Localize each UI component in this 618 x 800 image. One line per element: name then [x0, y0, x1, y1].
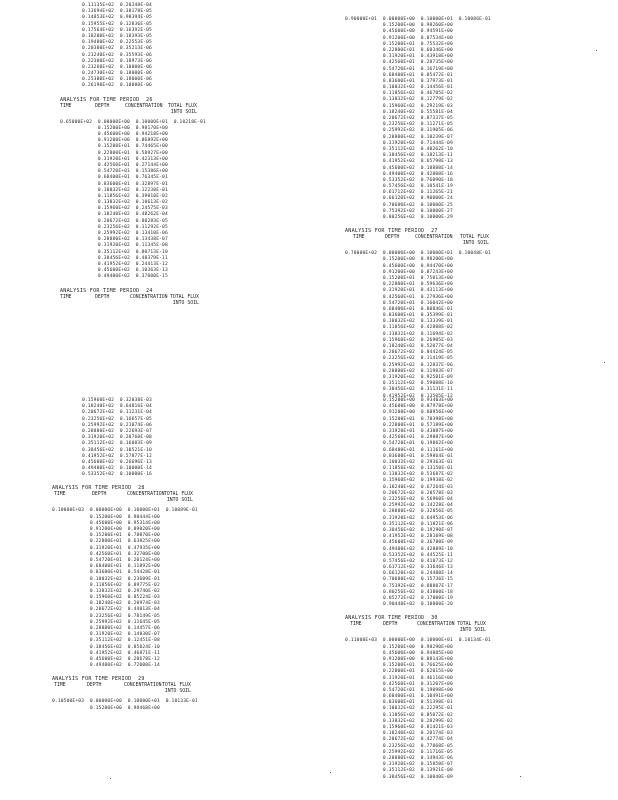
table-row: 0.45600E+00 0.87978E+00	[383, 404, 453, 410]
table-row: 0.80256E+02 0.10000E-29	[345, 215, 453, 220]
table-row: 0.68400E+01 0.76345E-01	[60, 175, 168, 181]
table-row: 0.25992E+02 0.11645E-05	[52, 619, 160, 625]
table-row: 0.35112E+02 0.40262E-10	[345, 146, 453, 152]
concentration-header: CONCENTRATION	[127, 492, 165, 498]
table-row: 0.54720E+01 0.15386E+00	[60, 169, 168, 175]
table-row: 0.20300E+02 0.35213E-06	[82, 46, 152, 52]
table-row: 0.31920E+01 0.43113E+00	[345, 288, 453, 294]
table-row: 0.38456E+02 0.85024E-10	[52, 644, 160, 650]
table-row: 0.18240E+02 0.52077E-04	[345, 344, 453, 349]
table-row: 0.35112E+02 0.59088E-10	[345, 381, 453, 387]
table-row: 0.31920E+01 0.42313E+00	[60, 156, 168, 162]
concentration-header: CONCENTRATION	[415, 235, 453, 241]
data-rows-27	[345, 251, 595, 400]
column-headers-27	[345, 235, 595, 251]
table-row: 0.18200E+02 0.10393E-05	[82, 33, 152, 39]
table-row: 0.15200E+01 0.76625E+00	[345, 663, 453, 669]
scan-speck	[596, 50, 597, 51]
table-row: 0.15960E+02 0.81421E-03	[345, 725, 453, 730]
table-row: 0.15960E+02 0.26905E-03	[345, 337, 453, 343]
table-row: 0.17564E+02 0.16392E-05	[82, 27, 152, 33]
table-row: 0.18240E+02 0.55581E-04	[345, 109, 453, 115]
table-row: 0.23256E+02 0.11419E-05	[345, 356, 453, 362]
data-rows-28	[52, 508, 302, 669]
table-row: 0.61712E+02 0.11265E-21	[345, 190, 453, 196]
table-row: 0.11856E+02 0.42888E-02	[345, 325, 453, 331]
table-row: 0.80256E+02 0.43000E-18	[383, 589, 453, 595]
table-row: 0.49400E+02 0.37000E-15	[60, 274, 168, 280]
tail-rows-top-left	[60, 3, 300, 90]
table-row: 0.18240E+02 0.20974E-03	[52, 601, 160, 607]
table-row: 0.24730E+02 0.18000E-06	[82, 71, 152, 77]
table-row: 0.15200E+01 0.75532E+00	[345, 41, 453, 47]
concentration-header: CONCENTRATION	[125, 103, 163, 109]
table-row: 0.31920E+02 0.20760E-08	[82, 435, 152, 441]
section-title-24: ANALYSIS FOR TIME PERIOD 24	[60, 287, 153, 294]
section-title-26: ANALYSIS FOR TIME PERIOD 26	[60, 96, 153, 103]
table-row: 0.45600E+02 0.18888E-14	[345, 165, 453, 171]
table-row: 0.23260E+02 0.10000E-06	[82, 64, 152, 70]
table-row: 0.61712E+02 0.33646E-13	[383, 565, 453, 571]
table-row: 0.15200E+00 0.98200E+00	[345, 257, 453, 263]
tail-rows-bottom-right	[345, 398, 595, 608]
table-row: 0.25992E+02 0.14228E-04	[383, 503, 453, 509]
table-row: 0.18240E+02 0.48262E-04	[60, 212, 168, 218]
table-row: 0.23256E+02 0.56960E-04	[383, 497, 453, 502]
table-row: 0.91200E+00 0.80956E+00	[383, 410, 453, 416]
flux-header: TOTAL FLUX INTO SOIL	[457, 622, 486, 634]
table-row: 0.13832E+02 0.53687E-02	[383, 472, 453, 478]
table-row: 0.13832E+02 0.11694E-02	[345, 331, 453, 337]
table-row: 0.20672E+02 0.42774E-04	[345, 737, 453, 743]
data-rows-30	[345, 638, 595, 780]
table-row: 0.28880E+02 0.14457E-06	[52, 626, 160, 631]
table-row: 0.83600E+01 0.59864E-01	[383, 453, 453, 459]
table-row: 0.68400E+01 0.10491E+00	[345, 694, 453, 700]
table-row: 0.38456E+02 0.48379E-11	[60, 255, 168, 261]
table-row: 0.75392E+02 0.88807E-17	[383, 583, 453, 589]
table-row: 0.21240E+02 0.35593E-06	[82, 52, 152, 58]
table-row: 0.38456E+02 0.19290E-07	[383, 527, 453, 533]
time-header: TIME	[60, 103, 72, 109]
table-row: 0.41952E+02 0.24413E-12	[60, 261, 168, 267]
table-row: 0.15955E+02 0.12836E-05	[82, 21, 152, 27]
table-row: 0.45600E+00 0.95314E+00	[52, 520, 160, 526]
table-row: 0.41952E+02 0.13505E-12	[345, 393, 453, 399]
bottom-left-panel	[52, 398, 302, 712]
column-headers-28	[52, 492, 302, 508]
table-row: 0.11856E+02 0.46785E-02	[345, 91, 453, 97]
table-row: 0.54720E+01 0.16719E+00	[345, 66, 453, 72]
table-row: 0.91200E+00 0.87534E+00	[345, 35, 453, 41]
table-row: 0.19400E+02 0.22553E-05	[82, 40, 152, 46]
table-row: 0.83600E+01 0.35399E-01	[345, 313, 453, 319]
table-row: 0.26190E+02 0.10000E-06	[82, 83, 152, 89]
time-header: TIME	[60, 294, 72, 300]
table-row: 0.70680E+02 0.15736E-15	[383, 577, 453, 583]
table-row: 0.22800E+01 0.59636E+00	[345, 282, 453, 288]
table-row: 0.38456E+02 0.18213E-11	[345, 153, 453, 159]
table-row: 0.10000E+03 0.00000E+00 0.10000E+01 0.10089E-01	[52, 508, 198, 514]
time-header: TIME	[353, 235, 365, 241]
table-row: 0.11856E+02 0.89775E-02	[52, 582, 160, 588]
table-row: 0.83600E+01 0.54428E-01	[52, 570, 160, 576]
table-row: 0.35112E+02 0.12451E-08	[52, 638, 160, 644]
table-row: 0.45600E+02 0.36780E-09	[383, 540, 453, 546]
table-row: 0.35112E+02 0.80713E-10	[60, 249, 168, 255]
table-row: 0.22300E+02 0.18973E-06	[82, 58, 152, 64]
table-row: 0.42560E+01 0.32700E+00	[52, 551, 160, 557]
table-row: 0.25992E+02 0.13410E-06	[60, 231, 168, 236]
table-row: 0.91200E+00 0.88143E+00	[345, 656, 453, 662]
table-row: 0.22800E+01 0.60346E+00	[345, 47, 453, 53]
table-row: 0.49400E+02 0.10000E-14	[82, 466, 152, 472]
table-row: 0.31920E+02 0.14830E-07	[52, 632, 160, 638]
table-row: 0.22800E+01 0.62015E+00	[345, 669, 453, 675]
table-row: 0.49400E+02 0.42889E-10	[383, 546, 453, 552]
table-row: 0.75392E+02 0.10000E-27	[345, 208, 453, 214]
table-row: 0.35112E+02 0.13921E-08	[345, 768, 453, 774]
table-row: 0.53352E+02 0.10000E-16	[82, 472, 152, 478]
table-row: 0.15200E+00 0.98260E+00	[345, 23, 453, 29]
depth-header: DEPTH	[383, 622, 398, 628]
table-row: 0.31920E+02 0.92581E-09	[345, 374, 453, 380]
table-row: 0.15200E+01 0.74465E+00	[60, 144, 168, 150]
table-row: 0.45600E+00 0.94470E+00	[345, 263, 453, 269]
data-rows-29	[52, 699, 302, 711]
table-row: 0.18240E+02 0.20174E-03	[345, 731, 453, 737]
table-row: 0.22800E+01 0.57189E+00	[383, 422, 453, 428]
table-row: 0.42560E+01 0.29887E+00	[383, 435, 453, 441]
table-row: 0.45600E+00 0.94885E+00	[345, 650, 453, 656]
table-row: 0.25992E+02 0.12837E-06	[345, 362, 453, 368]
table-row: 0.83600E+01 0.51398E-01	[345, 700, 453, 706]
table-row: 0.31920E+01 0.46116E+00	[345, 675, 453, 681]
table-row: 0.22800E+01 0.63825E+00	[52, 539, 160, 545]
table-row: 0.45600E+00 0.94591E+00	[345, 29, 453, 35]
table-row: 0.54720E+01 0.20124E+00	[52, 557, 160, 563]
top-left-panel	[60, 3, 300, 311]
depth-header: DEPTH	[92, 492, 107, 498]
table-row: 0.42560E+01 0.27936E+00	[345, 294, 453, 300]
table-row: 0.45600E+02 0.10363E-13	[60, 268, 168, 274]
table-row: 0.23256E+02 0.11292E-05	[60, 224, 168, 230]
depth-header: DEPTH	[95, 294, 110, 300]
table-row: 0.45600E+02 0.26696E-13	[82, 459, 152, 465]
table-row: 0.10032E+02 0.22295E-01	[345, 706, 453, 712]
tail-rows-bottom-left	[52, 398, 302, 478]
concentration-header: CONCENTRATION	[130, 294, 168, 300]
table-row: 0.10500E+03 0.00000E+00 0.10000E+01 0.10133E-01	[52, 699, 198, 705]
table-row: 0.90440E+02 0.10000E-20	[383, 602, 453, 608]
table-row: 0.10032E+02 0.23609E-01	[52, 576, 160, 582]
table-row: 0.18240E+02 0.67264E-03	[383, 484, 453, 490]
table-row: 0.15960E+02 0.32038E-03	[82, 398, 152, 403]
table-row: 0.10032E+02 0.12238E-01	[60, 187, 168, 193]
table-row: 0.15200E+01 0.75013E+00	[345, 275, 453, 281]
table-row: 0.10032E+02 0.14456E-01	[345, 85, 453, 91]
table-row: 0.22800E+01 0.58927E+00	[60, 150, 168, 156]
table-row: 0.15200E+00 0.98468E+00	[52, 705, 160, 711]
table-row: 0.15200E+00 0.93403E+00	[383, 398, 453, 403]
table-row: 0.10032E+02 0.29363E-01	[383, 459, 453, 465]
table-row: 0.57456E+02 0.10541E-19	[345, 184, 453, 190]
table-row: 0.20672E+02 0.84424E-05	[345, 350, 453, 356]
table-row: 0.11856E+02 0.85072E-02	[345, 712, 453, 718]
table-row: 0.31920E+02 0.11345E-08	[60, 243, 168, 249]
table-row: 0.13832E+02 0.12779E-02	[345, 97, 453, 103]
table-row: 0.41952E+02 0.65798E-13	[345, 159, 453, 165]
table-row: 0.54720E+01 0.19062E+00	[383, 441, 453, 447]
table-row: 0.31920E+02 0.71444E-09	[345, 140, 453, 146]
concentration-header: CONCENTRATION	[417, 622, 455, 628]
table-row: 0.20672E+02 0.80283E-05	[60, 218, 168, 224]
top-right-panel	[345, 17, 595, 400]
table-row: 0.20672E+02 0.11231E-04	[82, 410, 152, 416]
flux-header: TOTAL FLUX INTO SOIL	[460, 235, 489, 247]
table-row: 0.25992E+02 0.11905E-06	[345, 128, 453, 134]
scan-speck	[520, 776, 521, 777]
table-row: 0.28880E+02 0.11983E-07	[345, 368, 453, 374]
table-row: 0.15200E+00 0.98290E+00	[345, 644, 453, 650]
table-row: 0.70680E+02 0.10000E-25	[345, 202, 453, 208]
scan-speck	[604, 362, 605, 363]
table-row: 0.31920E+01 0.47935E+00	[52, 545, 160, 551]
depth-header: DEPTH	[385, 235, 400, 241]
flux-header: TOTAL FLUX INTO SOIL	[170, 294, 199, 306]
table-row: 0.57456E+02 0.41073E-12	[383, 558, 453, 564]
table-row: 0.65000E+02 0.00000E+00 0.10000E+01 0.10218E-01	[60, 119, 206, 125]
column-headers-24	[60, 295, 300, 311]
table-row: 0.13832E+02 0.29740E-02	[52, 588, 160, 594]
table-row: 0.91200E+00 0.89020E+00	[52, 527, 160, 532]
table-row: 0.68400E+01 0.11161E+00	[383, 447, 453, 453]
section-title-30: ANALYSIS FOR TIME PERIOD 30	[345, 615, 438, 622]
table-row: 0.66120E+02 0.90000E-24	[345, 196, 453, 202]
table-row: 0.31920E+01 0.43918E+00	[345, 54, 453, 60]
table-row: 0.15200E+00 0.98444E+00	[52, 514, 160, 520]
table-row: 0.41952E+02 0.46871E-11	[52, 650, 160, 656]
table-row: 0.83600E+01 0.37973E-01	[345, 78, 453, 84]
table-row: 0.11856E+02 0.13150E-01	[383, 466, 453, 472]
table-row: 0.13694E+02 0.38178E-05	[82, 9, 152, 15]
table-row: 0.53352E+02 0.44525E-11	[383, 552, 453, 558]
table-row: 0.23256E+02 0.77068E-05	[345, 743, 453, 749]
table-row: 0.49400E+02 0.72000E-14	[52, 663, 160, 669]
table-row: 0.38456E+02 0.10521E-10	[82, 447, 152, 453]
table-row: 0.31920E+02 0.15858E-07	[345, 762, 453, 768]
table-row: 0.45600E+02 0.20678E-12	[52, 656, 160, 662]
depth-header: DEPTH	[87, 683, 102, 689]
time-header: TIME	[54, 683, 66, 689]
time-header: TIME	[54, 492, 66, 498]
table-row: 0.13832E+02 0.28299E-02	[345, 718, 453, 724]
data-rows-26	[60, 120, 300, 281]
column-headers-30	[345, 622, 595, 638]
table-row: 0.68400E+01 0.80846E-01	[345, 306, 453, 312]
table-row: 0.85272E+02 0.17000E-19	[383, 596, 453, 601]
table-row: 0.15960E+02 0.29219E-03	[345, 103, 453, 109]
table-row: 0.14853E+02 0.98394E-05	[82, 15, 152, 21]
table-row: 0.38456E+02 0.31131E-11	[345, 387, 453, 393]
flux-header: TOTAL FLUX INTO SOIL	[164, 492, 193, 504]
table-row: 0.38456E+02 0.10040E-09	[345, 774, 453, 780]
table-row: 0.53352E+02 0.76090E-18	[345, 177, 453, 183]
table-row: 0.45600E+00 0.94218E+00	[60, 132, 168, 137]
table-row: 0.15960E+02 0.24575E-03	[60, 206, 168, 212]
table-row: 0.11856E+02 0.39010E-02	[60, 193, 168, 199]
table-row: 0.20672E+02 0.20578E-03	[383, 490, 453, 496]
table-row: 0.25992E+02 0.11716E-05	[345, 749, 453, 755]
column-headers-29	[52, 683, 302, 699]
concentration-header: CONCENTRATION	[124, 683, 162, 689]
table-row: 0.25300E+02 0.18000E-06	[82, 77, 152, 83]
table-row: 0.20672E+02 0.44013E-04	[52, 607, 160, 613]
table-row: 0.11135E+02 0.20348E-04	[82, 3, 152, 8]
bottom-right-panel	[345, 398, 595, 781]
section-title-27: ANALYSIS FOR TIME PERIOD 27	[345, 228, 438, 235]
table-row: 0.15200E+00 0.98170E+00	[60, 125, 168, 131]
table-row: 0.18240E+02 0.64816E-04	[82, 404, 152, 410]
section-title-29: ANALYSIS FOR TIME PERIOD 29	[52, 676, 145, 683]
data-rows-top-right	[345, 23, 595, 221]
table-row: 0.23256E+02 0.11271E-05	[345, 122, 453, 128]
flux-header: TOTAL FLUX INTO SOIL	[168, 103, 197, 115]
table-row: 0.41952E+02 0.28169E-08	[383, 534, 453, 540]
table-row: 0.31920E+01 0.43087E+00	[383, 428, 453, 434]
table-row: 0.15200E+01 0.70398E+00	[383, 416, 453, 422]
column-headers-26	[60, 104, 300, 120]
table-row: 0.13832E+02 0.10613E-02	[60, 200, 168, 206]
table-row: 0.54720E+01 0.16042E+00	[345, 300, 453, 306]
table-row: 0.28880E+02 0.14943E-06	[345, 755, 453, 761]
flux-header: TOTAL FLUX INTO SOIL	[162, 683, 191, 695]
first-row-top-right: 0.90000E+01 0.00000E+00 0.10000E+01 0.10086E-01	[345, 17, 491, 22]
table-row: 0.35112E+02 0.11821E-06	[383, 521, 453, 527]
table-row: 0.11000E+03 0.00000E+00 0.10000E+01 0.10134E-01	[345, 638, 491, 644]
table-row: 0.42560E+01 0.31207E+00	[345, 681, 453, 687]
table-row: 0.68400E+01 0.11092E+00	[52, 564, 160, 570]
table-row: 0.35112E+02 0.16083E-09	[82, 441, 152, 447]
table-row: 0.28880E+02 0.22693E-07	[82, 428, 152, 434]
table-row: 0.66120E+02 0.24480E-14	[383, 571, 453, 577]
scan-speck	[330, 772, 331, 773]
section-title-28: ANALYSIS FOR TIME PERIOD 28	[52, 485, 145, 492]
table-row: 0.15960E+02 0.85224E-03	[52, 595, 160, 601]
table-row: 0.42560E+01 0.28735E+00	[345, 60, 453, 66]
table-row: 0.70000E+02 0.00000E+00 0.10000E+01 0.10048E-01	[345, 251, 491, 257]
table-row: 0.28880E+02 0.13438E-07	[60, 237, 168, 243]
table-row: 0.28880E+02 0.32056E-05	[383, 509, 453, 515]
table-row: 0.20672E+02 0.87337E-05	[345, 116, 453, 121]
table-row: 0.10032E+02 0.13339E-01	[345, 319, 453, 325]
table-row: 0.91200E+00 0.87243E+00	[345, 269, 453, 275]
table-row: 0.31920E+02 0.64953E-06	[383, 515, 453, 521]
table-row: 0.15960E+02 0.19938E-02	[383, 478, 453, 484]
table-row: 0.15200E+01 0.78070E+00	[52, 533, 160, 539]
table-row: 0.42560E+01 0.27144E+00	[60, 162, 168, 168]
table-row: 0.23256E+02 0.16657E-05	[82, 416, 152, 422]
table-row: 0.49400E+02 0.42808E-16	[345, 171, 453, 177]
table-row: 0.68400E+01 0.85472E-01	[345, 72, 453, 78]
table-row: 0.28880E+02 0.10239E-07	[345, 134, 453, 140]
scan-speck	[110, 778, 111, 779]
table-row: 0.83600E+01 0.32897E-01	[60, 181, 168, 187]
table-row: 0.25992E+02 0.21074E-06	[82, 422, 152, 428]
depth-header: DEPTH	[95, 103, 110, 109]
time-header: TIME	[350, 622, 362, 628]
table-row: 0.91200E+00 0.86892E+00	[60, 138, 168, 144]
table-row: 0.41952E+02 0.57877E-12	[82, 453, 152, 459]
table-row: 0.54720E+01 0.19098E+00	[345, 687, 453, 693]
table-row: 0.23256E+02 0.78149E-05	[52, 613, 160, 619]
